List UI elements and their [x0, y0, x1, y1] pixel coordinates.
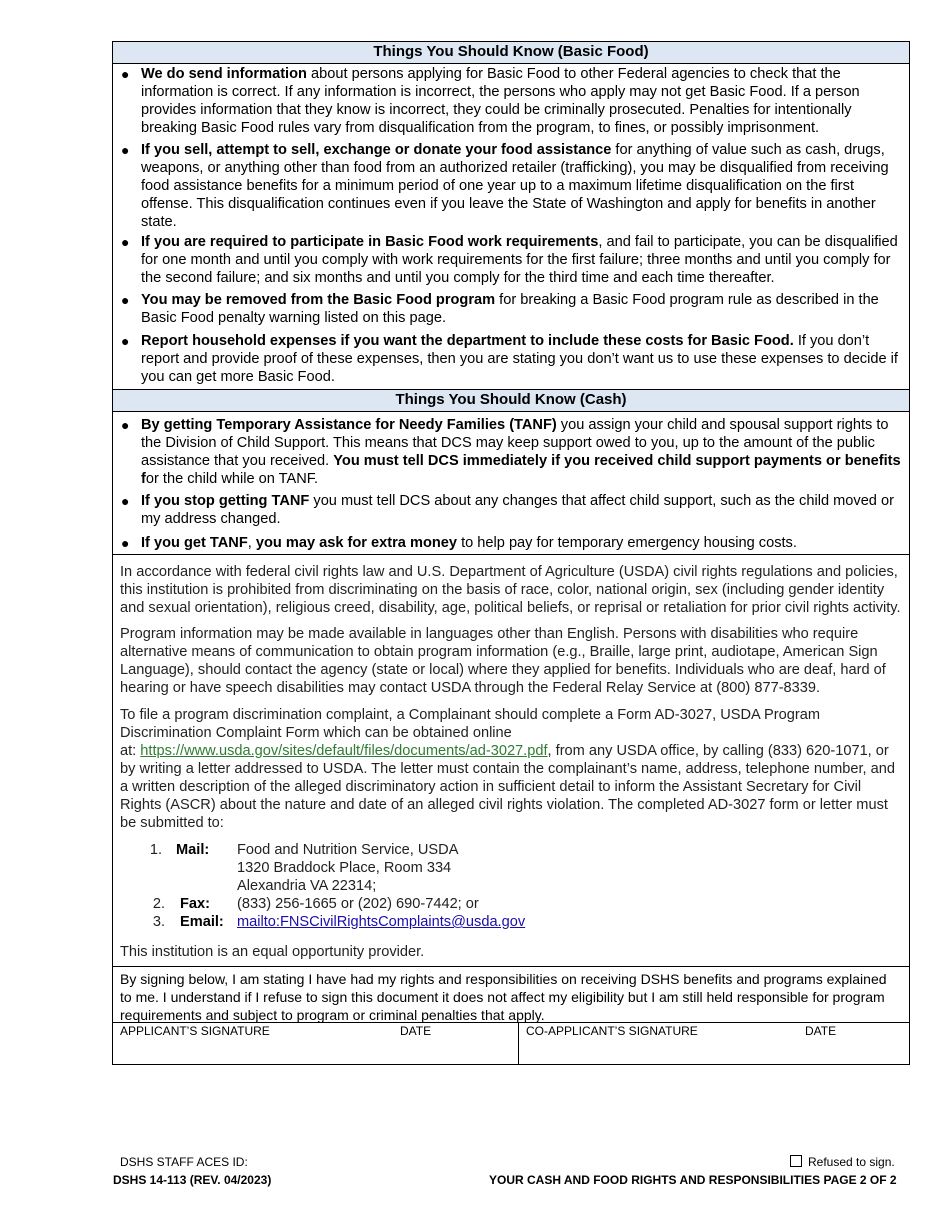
email-link[interactable]: mailto:FNSCivilRightsComplaints@usda.gov — [237, 914, 526, 930]
form-frame — [112, 41, 910, 1065]
list-item: ● You may be removed from the Basic Food program for breaking a Basic Food program rule as described in the Basic Food penalty warning listed on this page. — [121, 292, 879, 326]
bullet-icon: ● — [121, 292, 130, 308]
bullet-icon: ● — [121, 493, 130, 509]
cash-list — [113, 416, 909, 552]
bullet-icon: ● — [121, 417, 130, 433]
bullet-icon: ● — [121, 66, 130, 82]
basic-food-list — [113, 65, 909, 386]
coapplicant-signature-field[interactable]: CO-APPLICANT’S SIGNATURE DATE — [526, 1024, 837, 1038]
checkbox-icon[interactable] — [790, 1155, 802, 1167]
list-item: ● If you stop getting TANF you must tell DCS about any changes that affect child support, such as the child moved or my address changed. — [121, 493, 894, 527]
basic-food-heading: Things You Should Know (Basic Food) — [113, 42, 909, 64]
list-item: ● If you get TANF, you may ask for extra money to help pay for temporary emergency housing costs. — [121, 535, 797, 551]
bullet-icon: ● — [121, 142, 130, 158]
list-item: ● If you are required to participate in Basic Food work requirements, and fail to participate, you can be disqualified for one month and until you comply with work requirements for the first failure; three months and until you comply for the second failure; and six months and until you comply for the third time and each time thereafter. — [121, 234, 898, 286]
complaint-paragraph: To file a program discrimination complaint, a Complainant should complete a Form AD-3027, USDA Program Discrimination Complaint Form which can be obtained online at: https://www.usda.gov/sites/default/files/documents/ad-3027.pdf, from any USDA office, by calling (833) 620-1071, or by writing a letter addressed to USDA. The letter must contain the complainant’s name, address, telephone number, and a written description of the alleged discriminatory action in sufficient detail to inform the Assistant Secretary for Civil Rights (ASCR) about the nature and date of an alleged civil rights violation. The completed AD-3027 form or letter must be submitted to: — [120, 707, 895, 831]
civil-rights-section — [113, 555, 909, 967]
page-title: YOUR CASH AND FOOD RIGHTS AND RESPONSIBILITIES PAGE 2 OF 2 — [489, 1173, 897, 1187]
list-item: 1. Mail: Food and Nutrition Service, USDA — [149, 842, 459, 858]
list-item: ● If you sell, attempt to sell, exchange or donate your food assistance for anything of value such as cash, drugs, weapons, or anything other than food from an authorized retailer (trafficking), you may be disqualified from receiving food assistance benefits for a minimum period of one year up to a maximum lifetime disqualification on the first offense. This disqualification continues even if you leave the State of Washington and apply for benefits in another state. — [121, 142, 889, 230]
list-item: ● We do send information about persons applying for Basic Food to other Federal agencies to check that the information is correct. If any information is incorrect, the persons who apply may not get Basic Food. If a person provides information that they know is incorrect, they could be criminally prosecuted. Penalties for intentionally breaking Basic Food rules vary from disqualification from the program, to fines, or possibly imprisonment. — [121, 66, 860, 136]
list-item: 2. Fax: (833) 256-1665 or (202) 690-7442; or — [152, 896, 479, 912]
basic-food-section — [113, 64, 909, 390]
cash-heading: Things You Should Know (Cash) — [113, 390, 909, 412]
ad-3027-link[interactable]: https://www.usda.gov/sites/default/files/documents/ad-3027.pdf — [140, 743, 548, 759]
cash-section — [113, 412, 909, 555]
form-id: DSHS 14-113 (REV. 04/2023) — [113, 1173, 272, 1187]
bullet-icon: ● — [121, 333, 130, 349]
list-item: ● Report household expenses if you want the department to include these costs for Basic Food. If you don’t report and provide proof of these expenses, then you are stating you don’t want us to use these expenses to decide if you can get more Basic Food. — [121, 333, 898, 385]
list-item: 3. Email: mailto:FNSCivilRightsComplaints@usda.gov — [152, 914, 526, 930]
staff-aces-id-label: DSHS STAFF ACES ID: — [120, 1155, 248, 1169]
refused-to-sign[interactable]: Refused to sign. — [790, 1155, 895, 1169]
accessibility-paragraph: Program information may be made available in languages other than English. Persons with disabilities who require alternative means of communication to obtain program information (e.g., Braille, large print, audiotape, American Sign Language), should contact the agency (state or local) where they applied for benefits. Individuals who are deaf, hard of hearing or have speech disabilities may contact USDA through the Federal Relay Service at (800) 877-8339. — [120, 626, 886, 696]
signature-statement: By signing below, I am stating I have had my rights and responsibilities on receiving DSHS benefits and programs explained to me. I understand if I refuse to sign this document it does not affect my eligibility but I am still held responsible for program requirements and subject to program or criminal penalties that apply. — [113, 967, 909, 1023]
submission-list: 1. Mail: Food and Nutrition Service, USDA 1320 Braddock Place, Room 334 Alexandria VA 22314; 2. Fax: (833) 256-1665 or (202) 690-7442; or 3. Email: mailto:FNSCivilRightsComplaints@usda.gov — [113, 841, 909, 931]
equal-opportunity-statement: This institution is an equal opportunity provider. — [120, 944, 425, 960]
list-item: ● By getting Temporary Assistance for Needy Families (TANF) you assign your child and spousal support rights to the Division of Child Support. This means that DCS may keep support owed to you, up to the amount of the public assistance that you received. You must tell DCS immediately if you received child support payments or benefits for the child while on TANF. — [121, 417, 901, 487]
applicant-signature-field[interactable]: APPLICANT’S SIGNATURE DATE — [113, 1023, 519, 1064]
civil-rights-paragraph: In accordance with federal civil rights law and U.S. Department of Agriculture (USDA) civil rights regulations and policies, this institution is prohibited from discriminating on the basis of race, color, national origin, sex (including gender identity and sexual orientation), religious creed, disability, age, political beliefs, or reprisal or retaliation for prior civil rights activity. — [120, 564, 901, 616]
bullet-icon: ● — [121, 234, 130, 250]
signature-row — [113, 1023, 909, 1064]
bullet-icon: ● — [121, 535, 130, 551]
